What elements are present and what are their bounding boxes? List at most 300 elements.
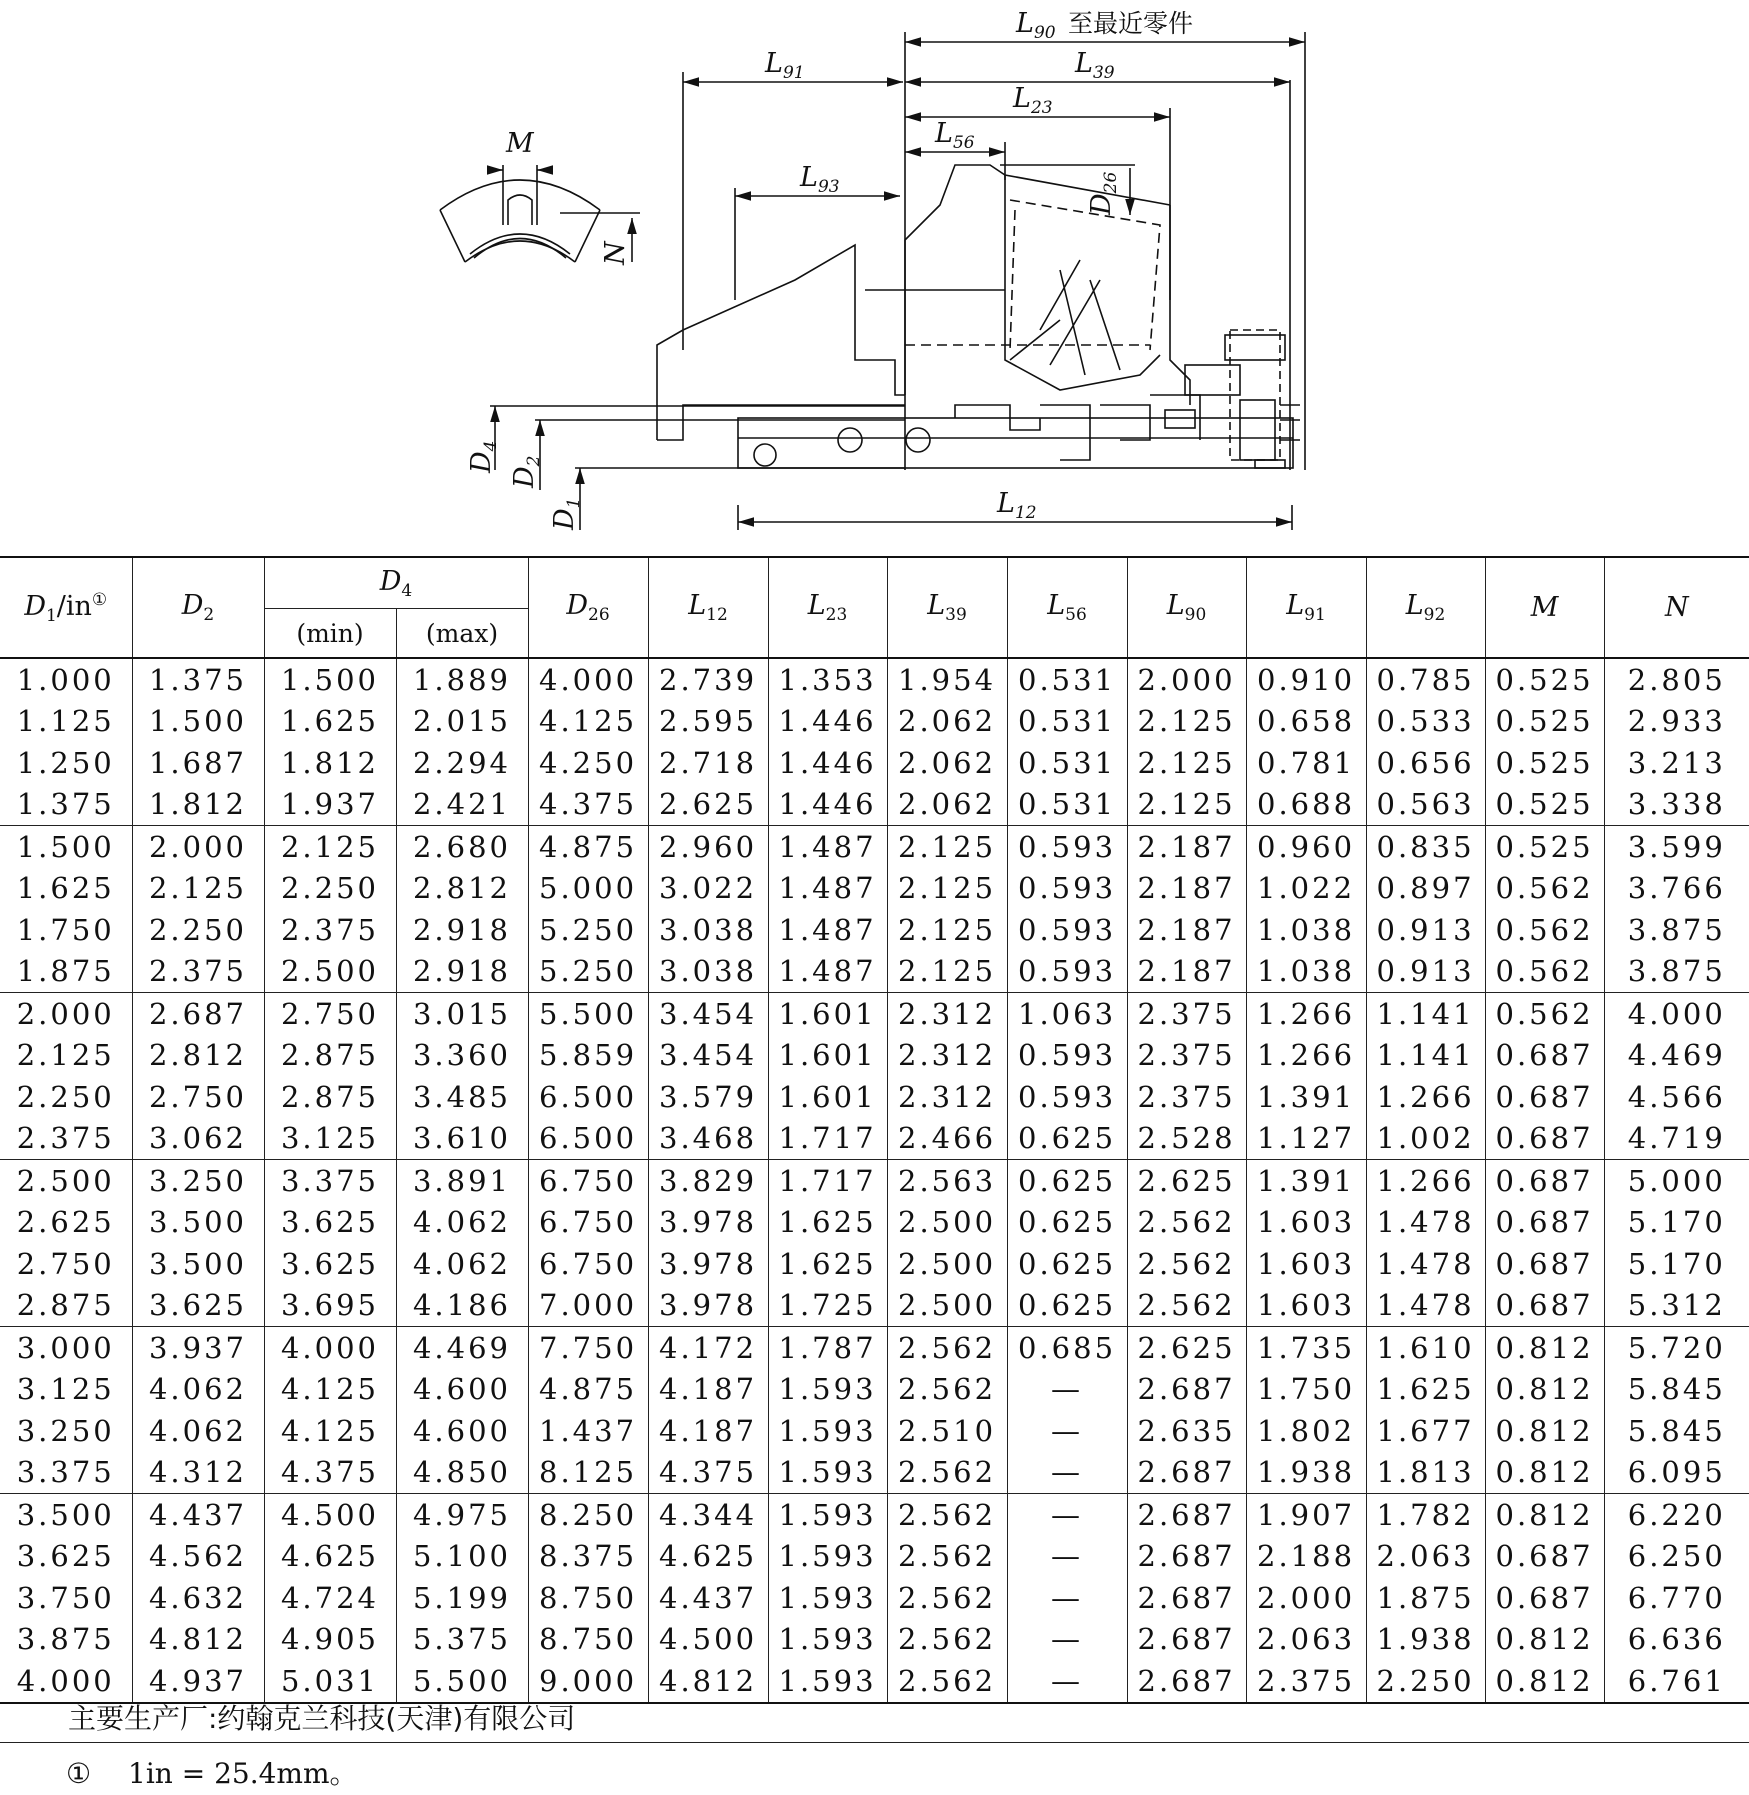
table-cell: 1.812 [132, 784, 264, 826]
table-cell: 5.199 [396, 1577, 528, 1619]
footnote-mark: ① [66, 1757, 92, 1790]
col-l91: $L_{91}$ [1246, 557, 1366, 658]
table-cell: 1.593 [768, 1536, 887, 1578]
table-cell: 2.595 [648, 701, 768, 743]
table-cell: 7.750 [528, 1327, 648, 1369]
table-cell: 0.897 [1366, 868, 1485, 910]
footnote [66, 1752, 358, 1792]
table-cell: 2.875 [264, 1076, 396, 1118]
label-l91: $L_{91}$ [765, 48, 805, 83]
table-cell: 3.625 [264, 1202, 396, 1244]
table-cell: 1.938 [1366, 1619, 1485, 1661]
table-cell: 2.500 [887, 1202, 1007, 1244]
table-cell: 2.562 [887, 1327, 1007, 1369]
table-cell: 4.250 [528, 742, 648, 784]
table-cell: 3.468 [648, 1118, 768, 1160]
table-cell: 0.625 [1007, 1243, 1127, 1285]
table-cell: 5.250 [528, 909, 648, 951]
table-cell: 0.531 [1007, 658, 1127, 701]
table-cell: — [1007, 1452, 1127, 1494]
table-cell: 3.125 [0, 1369, 132, 1411]
table-row [0, 1160, 1749, 1202]
table-cell: — [1007, 1536, 1127, 1578]
table-row [0, 951, 1749, 993]
table-cell: 2.000 [1127, 658, 1246, 701]
table-row [0, 868, 1749, 910]
table-cell: 2.375 [1127, 1035, 1246, 1077]
table-cell: 2.187 [1127, 951, 1246, 993]
table-cell: 1.717 [768, 1118, 887, 1160]
table-cell: 4.724 [264, 1577, 396, 1619]
table-cell: 0.687 [1485, 1118, 1604, 1160]
table-cell: 2.687 [1127, 1494, 1246, 1536]
table-cell: 2.687 [1127, 1577, 1246, 1619]
table-cell: 2.375 [1127, 1076, 1246, 1118]
col-d4: $D_4$ [264, 557, 528, 609]
table-cell: 6.220 [1604, 1494, 1749, 1536]
table-cell: 0.812 [1485, 1619, 1604, 1661]
col-l23: $L_{23}$ [768, 557, 887, 658]
table-cell: 2.250 [264, 868, 396, 910]
table-row [0, 1202, 1749, 1244]
table-cell: 4.312 [132, 1452, 264, 1494]
table-cell: — [1007, 1619, 1127, 1661]
table-cell: 0.625 [1007, 1285, 1127, 1327]
table-cell: 6.095 [1604, 1452, 1749, 1494]
table-cell: 0.687 [1485, 1243, 1604, 1285]
table-cell: 1.813 [1366, 1452, 1485, 1494]
table-cell: 1.954 [887, 658, 1007, 701]
table-cell: 1.601 [768, 993, 887, 1035]
label-l90: $L_{90}$ [1016, 8, 1056, 43]
table-cell: 4.000 [264, 1327, 396, 1369]
table-cell: 3.375 [0, 1452, 132, 1494]
table-row [0, 1536, 1749, 1578]
table-cell: 2.805 [1604, 658, 1749, 701]
table-cell: 2.687 [1127, 1619, 1246, 1661]
table-cell: 2.187 [1127, 826, 1246, 868]
table-cell: 2.680 [396, 826, 528, 868]
table-cell: 2.687 [132, 993, 264, 1035]
table-cell: 0.593 [1007, 826, 1127, 868]
table-cell: 4.062 [396, 1243, 528, 1285]
table-cell: 3.485 [396, 1076, 528, 1118]
table-cell: 1.610 [1366, 1327, 1485, 1369]
table-cell: 2.718 [648, 742, 768, 784]
table-cell: 0.525 [1485, 658, 1604, 701]
table-cell: — [1007, 1410, 1127, 1452]
label-d26: $D_{26}$ [1086, 171, 1121, 215]
table-cell: 5.500 [396, 1660, 528, 1703]
table-cell: 2.562 [887, 1619, 1007, 1661]
col-m: M [1485, 557, 1604, 658]
table-cell: 2.375 [1246, 1660, 1366, 1703]
table-cell: 3.875 [1604, 951, 1749, 993]
col-d1: $D_1/in^①$ [0, 557, 132, 658]
table-cell: 0.835 [1366, 826, 1485, 868]
table-cell: 2.933 [1604, 701, 1749, 743]
table-cell: 1.478 [1366, 1285, 1485, 1327]
table-cell: 0.525 [1485, 701, 1604, 743]
table-body [0, 658, 1749, 1703]
table-cell: 1.625 [0, 868, 132, 910]
table-cell: 1.593 [768, 1660, 887, 1703]
label-l12: $L_{12}$ [997, 488, 1037, 523]
table-cell: 0.593 [1007, 1035, 1127, 1077]
table-cell: 4.375 [528, 784, 648, 826]
table-cell: 2.812 [396, 868, 528, 910]
table-cell: 1.907 [1246, 1494, 1366, 1536]
table-cell: 1.038 [1246, 909, 1366, 951]
table-cell: 1.446 [768, 784, 887, 826]
table-cell: 3.500 [0, 1494, 132, 1536]
table-cell: 9.000 [528, 1660, 648, 1703]
table-cell: 3.978 [648, 1202, 768, 1244]
table-cell: 2.918 [396, 951, 528, 993]
table-cell: 2.500 [0, 1160, 132, 1202]
table-cell: 4.125 [264, 1369, 396, 1411]
table-cell: 4.437 [132, 1494, 264, 1536]
table-cell: 3.625 [0, 1536, 132, 1578]
table-cell: 4.062 [396, 1202, 528, 1244]
table-cell: 8.750 [528, 1577, 648, 1619]
table-cell: 1.593 [768, 1410, 887, 1452]
table-cell: 2.625 [0, 1202, 132, 1244]
table-cell: 5.170 [1604, 1243, 1749, 1285]
seal-cross-section-svg [0, 0, 1749, 545]
table-cell: 5.100 [396, 1536, 528, 1578]
table-cell: 2.625 [1127, 1160, 1246, 1202]
label-d2: $D_2$ [509, 455, 544, 488]
table-cell: 2.918 [396, 909, 528, 951]
table-cell: 2.312 [887, 993, 1007, 1035]
table-cell: 4.632 [132, 1577, 264, 1619]
table-cell: 0.812 [1485, 1452, 1604, 1494]
table-cell: 0.658 [1246, 701, 1366, 743]
table-cell: 0.656 [1366, 742, 1485, 784]
label-m: M [506, 128, 534, 159]
table-cell: 3.599 [1604, 826, 1749, 868]
table-cell: 2.625 [648, 784, 768, 826]
table-cell: 3.338 [1604, 784, 1749, 826]
table-cell: 3.250 [132, 1160, 264, 1202]
table-cell: 1.375 [132, 658, 264, 701]
table-row [0, 658, 1749, 701]
table-cell: 3.695 [264, 1285, 396, 1327]
table-cell: 3.125 [264, 1118, 396, 1160]
col-d26: $D_{26}$ [528, 557, 648, 658]
table-cell: 2.750 [264, 993, 396, 1035]
table-row [0, 1327, 1749, 1369]
table-cell: 0.960 [1246, 826, 1366, 868]
table-cell: 0.562 [1485, 909, 1604, 951]
table-cell: 2.625 [1127, 1327, 1246, 1369]
table-cell: 3.360 [396, 1035, 528, 1077]
label-l56: $L_{56}$ [935, 118, 975, 153]
table-cell: 4.600 [396, 1369, 528, 1411]
table-cell: 3.610 [396, 1118, 528, 1160]
table-cell: 5.031 [264, 1660, 396, 1703]
table-cell: 2.187 [1127, 909, 1246, 951]
table-cell: 1.875 [1366, 1577, 1485, 1619]
table-cell: 3.454 [648, 993, 768, 1035]
table-cell: 2.500 [887, 1285, 1007, 1327]
table-row [0, 1285, 1749, 1327]
table-cell: 4.850 [396, 1452, 528, 1494]
table-cell: 4.875 [528, 1369, 648, 1411]
table-cell: 3.015 [396, 993, 528, 1035]
table-cell: 2.562 [887, 1452, 1007, 1494]
table-cell: 0.687 [1485, 1035, 1604, 1077]
table-cell: 6.770 [1604, 1577, 1749, 1619]
col-l39: $L_{39}$ [887, 557, 1007, 658]
table-cell: 1.446 [768, 701, 887, 743]
table-cell: 1.000 [0, 658, 132, 701]
table-cell: 1.625 [1366, 1369, 1485, 1411]
table-cell: 2.125 [887, 826, 1007, 868]
table-cell: 4.375 [648, 1452, 768, 1494]
col-l12: $L_{12}$ [648, 557, 768, 658]
table-cell: 1.487 [768, 909, 887, 951]
dimension-table [0, 556, 1749, 1704]
table-cell: 4.186 [396, 1285, 528, 1327]
table-cell: 3.213 [1604, 742, 1749, 784]
label-l23: $L_{23}$ [1013, 83, 1053, 118]
table-cell: 1.717 [768, 1160, 887, 1202]
table-cell: 1.802 [1246, 1410, 1366, 1452]
table-cell: 2.739 [648, 658, 768, 701]
col-l90: $L_{90}$ [1127, 557, 1246, 658]
table-cell: 2.063 [1246, 1619, 1366, 1661]
table-cell: 2.528 [1127, 1118, 1246, 1160]
table-cell: 1.625 [768, 1202, 887, 1244]
table-cell: 1.603 [1246, 1243, 1366, 1285]
table-cell: 2.960 [648, 826, 768, 868]
table-cell: 1.937 [264, 784, 396, 826]
label-l39: $L_{39}$ [1075, 48, 1115, 83]
table-cell: 0.533 [1366, 701, 1485, 743]
table-cell: 1.446 [768, 742, 887, 784]
table-cell: 4.625 [264, 1536, 396, 1578]
table-cell: 3.829 [648, 1160, 768, 1202]
table-cell: 2.510 [887, 1410, 1007, 1452]
table-cell: 1.750 [0, 909, 132, 951]
table-cell: 1.750 [1246, 1369, 1366, 1411]
table-row [0, 1035, 1749, 1077]
table-cell: 1.593 [768, 1452, 887, 1494]
table-cell: 1.487 [768, 951, 887, 993]
table-cell: 8.125 [528, 1452, 648, 1494]
label-d1: $D_1$ [549, 497, 584, 530]
table-cell: 6.750 [528, 1202, 648, 1244]
table-cell: 6.761 [1604, 1660, 1749, 1703]
table-cell: 3.500 [132, 1202, 264, 1244]
table-cell: 4.500 [264, 1494, 396, 1536]
table-cell: 6.250 [1604, 1536, 1749, 1578]
table-cell: 4.125 [528, 701, 648, 743]
table-cell: 1.141 [1366, 993, 1485, 1035]
table-cell: 3.579 [648, 1076, 768, 1118]
table-cell: 2.563 [887, 1160, 1007, 1202]
table-cell: 2.500 [887, 1243, 1007, 1285]
table-cell: 7.000 [528, 1285, 648, 1327]
table-cell: 1.500 [264, 658, 396, 701]
table-cell: 0.785 [1366, 658, 1485, 701]
table-cell: 6.636 [1604, 1619, 1749, 1661]
table-cell: 0.812 [1485, 1369, 1604, 1411]
table-cell: 3.891 [396, 1160, 528, 1202]
table-cell: 4.719 [1604, 1118, 1749, 1160]
table-cell: 0.913 [1366, 909, 1485, 951]
table-cell: 8.375 [528, 1536, 648, 1578]
table-cell: 3.250 [0, 1410, 132, 1452]
table-cell: 1.125 [0, 701, 132, 743]
table-cell: 1.593 [768, 1369, 887, 1411]
table-cell: 0.781 [1246, 742, 1366, 784]
table-cell: 0.531 [1007, 742, 1127, 784]
table-cell: 6.500 [528, 1118, 648, 1160]
table-cell: 2.250 [1366, 1660, 1485, 1703]
table-cell: 4.344 [648, 1494, 768, 1536]
table-cell: 4.566 [1604, 1076, 1749, 1118]
table-cell: 3.978 [648, 1285, 768, 1327]
table-cell: 3.038 [648, 909, 768, 951]
table-cell: 1.889 [396, 658, 528, 701]
table-cell: 1.266 [1366, 1076, 1485, 1118]
table-cell: 2.812 [132, 1035, 264, 1077]
table-cell: 5.845 [1604, 1369, 1749, 1411]
table-cell: 1.022 [1246, 868, 1366, 910]
col-d4-min: (min) [264, 609, 396, 659]
table-cell: 5.250 [528, 951, 648, 993]
table-cell: 2.562 [887, 1369, 1007, 1411]
table-cell: 2.562 [1127, 1285, 1246, 1327]
table-cell: 4.905 [264, 1619, 396, 1661]
table-cell: 1.782 [1366, 1494, 1485, 1536]
table-cell: 0.685 [1007, 1327, 1127, 1369]
table-cell: 0.525 [1485, 826, 1604, 868]
table-cell: 5.859 [528, 1035, 648, 1077]
table-cell: 2.750 [0, 1243, 132, 1285]
table-cell: 2.875 [264, 1035, 396, 1077]
table-cell: 3.766 [1604, 868, 1749, 910]
table-cell: 4.469 [396, 1327, 528, 1369]
table-cell: 5.500 [528, 993, 648, 1035]
table-cell: 2.375 [1127, 993, 1246, 1035]
table-cell: 1.478 [1366, 1243, 1485, 1285]
table-cell: 0.563 [1366, 784, 1485, 826]
table-cell: 4.875 [528, 826, 648, 868]
footnote-divider [0, 1742, 1749, 1743]
table-cell: 3.022 [648, 868, 768, 910]
table-cell: 2.562 [887, 1660, 1007, 1703]
table-cell: 4.437 [648, 1577, 768, 1619]
table-cell: 3.062 [132, 1118, 264, 1160]
table-cell: 1.687 [132, 742, 264, 784]
table-cell: 2.312 [887, 1035, 1007, 1077]
table-cell: 6.500 [528, 1076, 648, 1118]
table-cell: 4.812 [132, 1619, 264, 1661]
table-cell: 3.750 [0, 1577, 132, 1619]
table-cell: 0.593 [1007, 951, 1127, 993]
table-cell: 3.454 [648, 1035, 768, 1077]
table-cell: 0.625 [1007, 1118, 1127, 1160]
table-cell: 2.062 [887, 784, 1007, 826]
table-cell: 1.266 [1246, 1035, 1366, 1077]
table-cell: 1.127 [1246, 1118, 1366, 1160]
table-cell: 0.812 [1485, 1410, 1604, 1452]
table-cell: 1.250 [0, 742, 132, 784]
table-row [0, 1452, 1749, 1494]
table-cell: 1.141 [1366, 1035, 1485, 1077]
table-row [0, 826, 1749, 868]
table-cell: 2.125 [1127, 701, 1246, 743]
table-cell: 1.437 [528, 1410, 648, 1452]
table-cell: 1.593 [768, 1577, 887, 1619]
table-cell: 4.062 [132, 1369, 264, 1411]
table-cell: 3.978 [648, 1243, 768, 1285]
table-cell: 2.000 [132, 826, 264, 868]
table-cell: 0.812 [1485, 1327, 1604, 1369]
table-cell: 0.625 [1007, 1202, 1127, 1244]
table-cell: 2.250 [132, 909, 264, 951]
table-cell: 2.187 [1127, 868, 1246, 910]
table-row [0, 742, 1749, 784]
table-cell: 5.170 [1604, 1202, 1749, 1244]
table-cell: 1.500 [132, 701, 264, 743]
table-cell: 2.750 [132, 1076, 264, 1118]
table-cell: 4.562 [132, 1536, 264, 1578]
table-row [0, 1410, 1749, 1452]
table-cell: 2.125 [0, 1035, 132, 1077]
table-cell: 2.312 [887, 1076, 1007, 1118]
table-cell: 2.125 [887, 951, 1007, 993]
table-cell: 1.266 [1366, 1160, 1485, 1202]
manufacturer-note: 主要生产厂:约翰克兰科技(天津)有限公司 [68, 1702, 576, 1735]
table-cell: 1.735 [1246, 1327, 1366, 1369]
table-cell: 2.000 [0, 993, 132, 1035]
table-cell: 3.625 [264, 1243, 396, 1285]
table-cell: 4.125 [264, 1410, 396, 1452]
table-cell: 4.975 [396, 1494, 528, 1536]
table-cell: — [1007, 1577, 1127, 1619]
table-cell: 1.353 [768, 658, 887, 701]
table-cell: 1.391 [1246, 1076, 1366, 1118]
table-cell: 2.188 [1246, 1536, 1366, 1578]
table-row [0, 1369, 1749, 1411]
table-row [0, 993, 1749, 1035]
table-cell: 0.688 [1246, 784, 1366, 826]
table-cell: 2.875 [0, 1285, 132, 1327]
table-cell: 1.375 [0, 784, 132, 826]
label-d4: $D_4$ [466, 440, 501, 473]
table-cell: — [1007, 1369, 1127, 1411]
table-row [0, 1076, 1749, 1118]
table-cell: 5.000 [1604, 1160, 1749, 1202]
table-cell: 2.375 [0, 1118, 132, 1160]
table-cell: 3.500 [132, 1243, 264, 1285]
table-cell: 8.250 [528, 1494, 648, 1536]
col-l92: $L_{92}$ [1366, 557, 1485, 658]
table-cell: 2.250 [0, 1076, 132, 1118]
table-cell: 2.635 [1127, 1410, 1246, 1452]
table-row [0, 1577, 1749, 1619]
table-cell: 4.172 [648, 1327, 768, 1369]
table-cell: 0.593 [1007, 1076, 1127, 1118]
col-n: N [1604, 557, 1749, 658]
table-cell: 2.421 [396, 784, 528, 826]
table-cell: 4.812 [648, 1660, 768, 1703]
